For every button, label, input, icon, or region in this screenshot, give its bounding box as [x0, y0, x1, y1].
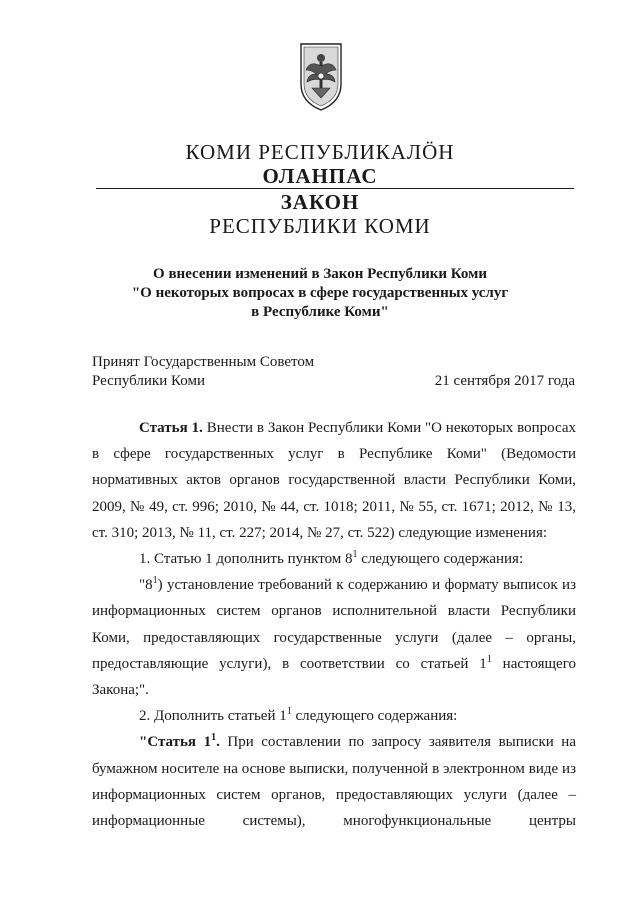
article-1-paragraph [92, 415, 576, 546]
law-body [92, 415, 576, 834]
item-1: 1. Статью 1 дополнить пунктом $8^1$ следующего содержания: [139, 549, 524, 568]
law-title [0, 265, 640, 322]
header-republic-komi: РЕСПУБЛИКИ КОМИ [209, 214, 431, 238]
coat-of-arms-emblem-icon [298, 40, 344, 112]
article-1-1-text: При составлении по запросу заявителя выписки на бумажном носителе на основе выписки, полученной в электронном виде из информационных систем органов, предоставляющих услуги (далее – информационные системы), многофункциональные центры [92, 734, 576, 830]
adoption-date: 21 сентября 2017 года [434, 373, 575, 389]
article-1-heading: Статья 1. [139, 420, 203, 436]
item-1-quote: "$8^1$) установление требований к содержанию и формату выписок из информационных систем органов исполнительной власти Республики Коми, предоставляющих государственные услуги (далее – органы, предоставляющие услуги), в соответствии со статьей $1^1$ настоящего Закона;". [92, 575, 576, 699]
article-1-1-heading: "Статья $1^1$. [139, 732, 220, 751]
article-1-1-paragraph [92, 729, 576, 834]
adoption-line: Принят Государственным Советом [92, 354, 315, 370]
article-1-text: Внести в Закон Республики Коми "О некоторых вопросах в сфере государственных услуг в Республике Коми" (Ведомости нормативных актов органов государственной власти Республики Коми, 2009, № 49, ст. 996; 2010, № 44, ст. 1018; 2011, № 55, ст. 1671; 2012, № 13, ст. 310; 2013, № 11, ст. 227; 2014, № 27, ст. 522) следующие изменения: [92, 420, 577, 541]
law-title-line: в Республике Коми" [251, 304, 389, 320]
law-title-line: О внесении изменений в Закон Республики Коми [153, 266, 487, 282]
header-divider [96, 188, 574, 189]
adoption-statement [92, 353, 314, 391]
item-2: 2. Дополнить статьей $1^1$ следующего содержания: [139, 706, 458, 725]
adoption-line: Республики Коми [92, 373, 205, 389]
header-zakon: ЗАКОН [280, 190, 360, 214]
law-title-line: "О некоторых вопросах в сфере государственных услуг [131, 285, 509, 301]
header-olanpas: ОЛАНПАС [262, 164, 378, 188]
header-komi-republic: КОМИ РЕСПУБЛИКАЛÖН [185, 140, 455, 164]
